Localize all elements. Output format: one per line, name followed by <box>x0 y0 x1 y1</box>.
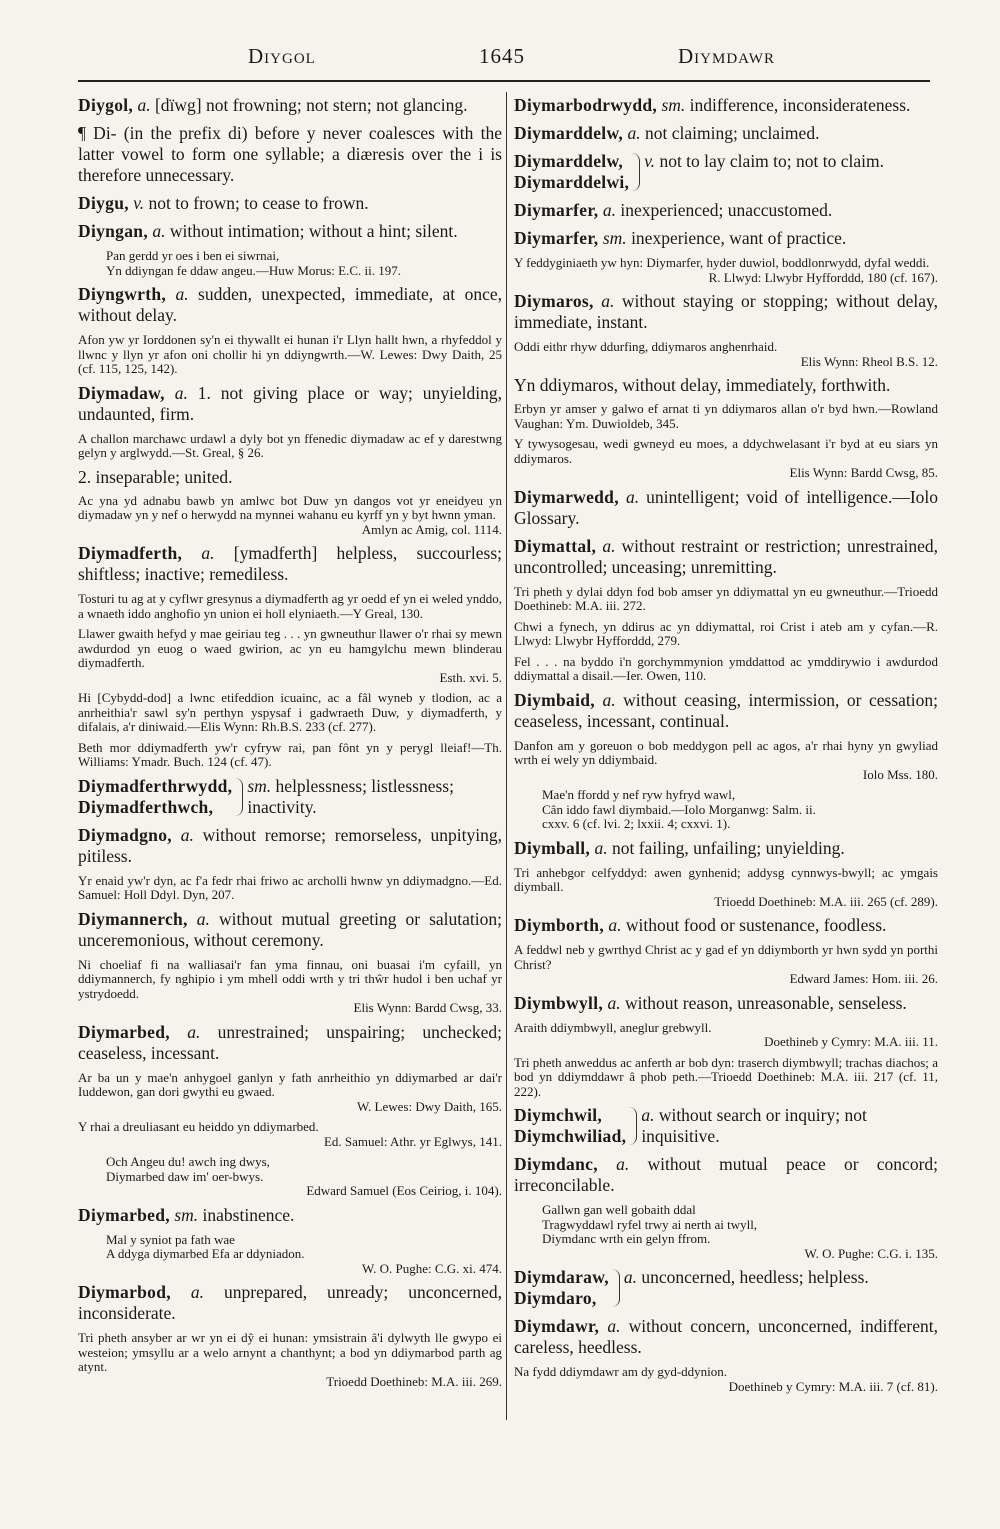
part-of-speech: a. <box>594 837 608 858</box>
entry-definition-block <box>624 1267 938 1309</box>
part-of-speech: a. <box>623 1267 637 1287</box>
citation-source: Esth. xvi. 5. <box>439 669 502 685</box>
dictionary-entry <box>514 993 938 1014</box>
entry-definition: without mutual greeting or salutation; unceremonious, without ceremony. <box>78 908 503 950</box>
dictionary-entry <box>78 543 502 585</box>
entry-definition: without intimation; without a hint; silent. <box>169 221 458 241</box>
header-rule <box>78 80 930 82</box>
quotation <box>514 1021 938 1050</box>
quotation <box>514 340 938 369</box>
part-of-speech: a. <box>187 1021 201 1042</box>
entry-headword: Diymdawr, <box>514 1316 600 1336</box>
part-of-speech: a. <box>602 535 616 556</box>
dictionary-entry <box>78 221 502 242</box>
dictionary-entry <box>78 825 502 867</box>
entry-definition: sudden, unexpected, immediate, at once, without delay. <box>78 284 502 325</box>
citation-source: Elis Wynn: Bardd Cwsg, 85. <box>789 465 938 480</box>
entry-definition: indifference, inconsiderateness. <box>689 95 911 115</box>
dictionary-entry <box>78 1282 502 1324</box>
quotation-text: Y tywysogesau, wedi gwneyd eu moes, a ddychwelasant i'r byd at eu siars yn ddiymaros. <box>514 436 938 466</box>
verse-citation <box>106 1155 502 1199</box>
quotation <box>78 592 502 621</box>
dictionary-entry <box>514 1154 938 1196</box>
dictionary-entry <box>78 193 502 214</box>
quotation <box>514 402 938 431</box>
entry-headword: Diymadgno, <box>78 824 172 845</box>
dictionary-entry <box>78 383 502 425</box>
entry-headword: Diymaros, <box>514 291 594 311</box>
quotation <box>78 432 502 461</box>
citation-source: Doethineb y Cymry: M.A. iii. 11. <box>764 1034 938 1049</box>
headword-group <box>514 151 629 193</box>
entry-definition: without remorse; remorseless, unpitying, pitiless. <box>78 824 503 866</box>
entry-definition: not to frown; to cease to frown. <box>148 193 369 213</box>
quotation-text: Pan gerdd yr oes i ben ei siwrnai, Yn ddiyngan fe ddaw angeu.—Huw Morus: E.C. ii. 197. <box>106 248 401 278</box>
citation-source: Trioedd Doethineb: M.A. iii. 265 (cf. 289). <box>714 893 938 909</box>
brace <box>628 1107 637 1145</box>
quotation <box>78 958 502 1016</box>
verse-citation <box>106 249 502 278</box>
entry-headword: Diymattal, <box>514 535 597 556</box>
entry-note: ¶ Di- (in the prefix di) before y never coalesces with the latter vowel to form one syllable; a diæresis over the i is therefore unnecessary. <box>78 123 502 185</box>
right-column <box>514 95 938 1400</box>
dictionary-entry <box>514 1316 938 1358</box>
running-head-right: Diymdawr <box>678 44 775 68</box>
part-of-speech: a. <box>607 1316 621 1336</box>
entry-definition: inexperience, want of practice. <box>631 228 847 248</box>
dictionary-entry <box>514 200 938 221</box>
page-number: 1645 <box>479 44 525 68</box>
quotation <box>514 655 938 684</box>
dictionary-entry <box>78 95 502 116</box>
entry-headword: Diymadferthrwydd, <box>78 775 233 796</box>
part-of-speech: a. <box>601 291 615 311</box>
citation-source: Trioedd Doethineb: M.A. iii. 269. <box>326 1373 502 1389</box>
headword-group <box>78 776 232 818</box>
dictionary-entry <box>78 1022 502 1064</box>
citation-source: Iolo Mss. 180. <box>862 766 938 782</box>
entry-headword: Diyngan, <box>78 221 148 241</box>
quotation-text: Llawer gwaith hefyd y mae geiriau teg . . . yn gwneuthur llawer o'r rhai sy mewn awdurdod yn euog o waed gwirion, ac yn eu hamgylchu mewn blinderau diymadferth. <box>78 626 502 670</box>
part-of-speech: a. <box>641 1105 655 1125</box>
part-of-speech: sm. <box>174 1204 199 1225</box>
part-of-speech: a. <box>616 1154 630 1174</box>
entry-definition: without food or sustenance, foodless. <box>625 915 887 935</box>
quotation <box>514 739 938 783</box>
entry-headword: Diymarddelw, <box>514 151 624 171</box>
entry-definition: not to lay claim to; not to claim. <box>659 151 884 171</box>
dictionary-entry <box>78 284 502 326</box>
citation-source: Edward Samuel (Eos Ceiriog, i. 104). <box>306 1183 502 1198</box>
verse-citation <box>542 788 938 832</box>
quotation <box>78 494 502 538</box>
dictionary-entry-pair <box>514 1105 938 1147</box>
quotation <box>514 620 938 649</box>
entry-definition: [dïwg] not frowning; not stern; not glancing. <box>154 95 468 115</box>
part-of-speech: a. <box>201 543 215 563</box>
part-of-speech: a. <box>602 200 616 220</box>
part-of-speech: a. <box>602 689 616 710</box>
entry-definition: without ceasing, intermission, or cessation; ceaseless, incessant, continual. <box>514 689 939 731</box>
brace <box>631 153 640 191</box>
quotation-text: Beth mor ddiymadferth yw'r cyfryw rai, pan fônt yn y perygl lleiaf!—Th. Williams: Ymadr. Buch. 124 (cf. 47). <box>78 739 502 769</box>
entry-definition: without search or inquiry; not inquisitive. <box>641 1105 867 1146</box>
entry-definition: inabstinence. <box>202 1204 295 1225</box>
entry-definition-block <box>247 776 502 818</box>
entry-headword: Diygu, <box>78 193 129 213</box>
quotation-text: Tosturi tu ag at y cyflwr gresynus a diymadferth ag yr oedd ef yn ei weled ynddo, a wnaeth iddo anghofio yn union ei holl elyniaeth.—Y Greal, 130. <box>78 591 502 621</box>
entry-headword: Diymbwyll, <box>514 992 604 1013</box>
dictionary-entry <box>78 1205 502 1226</box>
entry-headword: Diygol, <box>78 95 134 115</box>
part-of-speech: sm. <box>602 228 627 248</box>
quotation-text: Danfon am y goreuon o bob meddygon pell ac agos, a'r rhai hyny yn gwyliad wrth ei wely yn ddiymbaid. <box>514 737 938 767</box>
entry-headword: Diymdanc, <box>514 1154 598 1174</box>
entry-definition: unprepared, unready; unconcerned, inconsiderate. <box>78 1282 503 1323</box>
headword-group <box>514 1105 626 1147</box>
entry-definition: without staying or stopping; without delay, immediate, instant. <box>514 291 939 332</box>
entry-definition: not failing, unfailing; unyielding. <box>611 837 845 858</box>
entry-headword: Diymborth, <box>514 915 605 935</box>
citation-source: Amlyn ac Amig, col. 1114. <box>361 521 502 537</box>
quotation <box>78 1071 502 1115</box>
part-of-speech: a. <box>180 824 194 845</box>
entry-note: 2. inseparable; united. <box>78 466 233 487</box>
quotation-text: Araith ddiymbwyll, aneglur grebwyll. <box>514 1019 712 1035</box>
column-divider <box>506 92 507 1420</box>
quotation-text: Hi [Cybydd-dod] a lwnc etifeddion icuainc, ac a fâl wyneb y tlodion, ac a anrheithia'r sawl sy'n perthyn yspysaf i gadwraeth Duw, y diymadferth, y difalais, a'r diniwaid.—Elis Wynn: Rh.B.S. 233 (cf. 277). <box>78 690 502 734</box>
quotation-text: Ni choeliaf fi na walliasai'r fan yma finnau, oni buasai i'm cyfaill, yn ddiymannerch, fy nghipio i ym mhell oddi wrth y tri thŵr hudol i ben uchaf yr ystrydoedd. <box>78 956 502 1001</box>
quotation-text: Ac yna yd adnabu bawb yn amlwc bot Duw yn dangos vot yr eneidyeu yn diymadaw yn y nef o herwydd na mynnei wahanu eu kyrff yn y byt hwnn yman. <box>78 492 502 522</box>
entry-headword: Diymbaid, <box>514 689 595 710</box>
entry-definition-block <box>644 151 938 193</box>
part-of-speech: v. <box>644 151 656 171</box>
entry-definition: without mutual peace or concord; irreconcilable. <box>514 1154 939 1195</box>
entry-headword: Diymdaraw, <box>514 1267 609 1287</box>
entry-definition: helplessness; listlessness; inactivity. <box>247 775 454 817</box>
part-of-speech: a. <box>627 123 641 143</box>
citation-source: Edward James: Hom. iii. 26. <box>789 971 938 986</box>
entry-definition: 1. not giving place or way; unyielding, undaunted, firm. <box>78 382 502 424</box>
part-of-speech: sm. <box>661 95 686 115</box>
dictionary-entry <box>514 291 938 333</box>
entry-definition: without concern, unconcerned, indifferent, careless, heedless. <box>514 1316 938 1357</box>
quotation-text: Y rhai a dreuliasant eu heiddo yn ddiymarbed. <box>78 1119 319 1134</box>
quotation-text: Na fydd ddiymdawr am dy gyd-ddynion. <box>514 1364 728 1379</box>
quotation <box>514 943 938 987</box>
quotation-text: Tri pheth y dylai ddyn fod bob amser yn ddiymattal yn eu gwneuthur.—Trioedd Doethineb: M.A. iii. 272. <box>514 583 938 613</box>
entry-note: Yn ddiymaros, without delay, immediately, forthwith. <box>514 375 891 395</box>
citation-source: W. O. Pughe: C.G. i. 135. <box>804 1245 938 1261</box>
dictionary-entry <box>514 838 938 859</box>
quotation <box>78 874 502 903</box>
entry-definition-block <box>641 1105 938 1147</box>
quotation-text: Tri pheth ansyber ar wr yn ei dŷ ei hunan: ymsistrain â'i dylwyth lle gwypo ei westeion; ymsyllu ar a welo arnynt a chanthynt; a bod yn ddiymarbod parth ag atynt. <box>78 1330 502 1374</box>
entry-headword: Diymannerch, <box>78 908 188 929</box>
part-of-speech: a. <box>625 486 640 507</box>
entry-definition: without restraint or restriction; unrestrained, uncontrolled; unceasing; unremitting. <box>514 535 938 577</box>
quotation <box>514 585 938 614</box>
quotation <box>514 437 938 481</box>
quotation <box>78 741 502 770</box>
entry-headword: Diymarbed, <box>78 1204 170 1225</box>
part-of-speech: a. <box>196 908 210 929</box>
quotation-text: A feddwl neb y gwrthyd Christ ac y gad ef yn ddiymborth yr hwn sydd yn porthi Christ? <box>514 942 938 972</box>
entry-headword: Diymarfer, <box>514 200 599 220</box>
quotation <box>78 333 502 377</box>
dictionary-entry <box>514 95 938 116</box>
quotation <box>514 1365 938 1394</box>
entry-definition: unconcerned, heedless; helpless. <box>641 1267 869 1287</box>
entry-definition: inexperienced; unaccustomed. <box>620 200 833 220</box>
part-of-speech: a. <box>174 382 188 403</box>
quotation <box>514 1056 938 1100</box>
entry-headword: Diymarbod, <box>78 1282 171 1302</box>
headword-group <box>514 1267 609 1309</box>
entry-headword: Diymarfer, <box>514 228 599 248</box>
quotation-text: Mae'n ffordd y nef ryw hyfryd wawl, Cân iddo fawl diymbaid.—Iolo Morganwg: Salm. ii. cxxv. 6 (cf. lvi. 2; lxxii. 4; cxxvi. 1). <box>542 787 816 831</box>
quotation-text: Och Angeu du! awch ing dwys, Diymarbed daw im' oer-bwys. <box>106 1154 270 1184</box>
entry-headword: Diymarbed, <box>78 1021 170 1042</box>
quotation-text: Afon yw yr Iorddonen sy'n ei thywallt ei hunan i'r Llyn hallt hwn, a rhyfeddol y llwnc y llyn yr afon oni chollir hi yn ddiyngwrth.—W. Lewes: Dwy Daith, 25 (cf. 115, 125, 142). <box>78 332 502 376</box>
entry-headword: Diyngwrth, <box>78 284 167 304</box>
entry-headword: Diymadferth, <box>78 543 183 563</box>
dictionary-entry-pair <box>514 151 938 193</box>
dictionary-entry <box>514 487 938 529</box>
part-of-speech: a. <box>190 1282 205 1302</box>
dictionary-entry <box>514 536 938 578</box>
entry-headword: Diymchwiliad, <box>514 1126 627 1146</box>
entry-definition: not claiming; unclaimed. <box>644 123 820 143</box>
quotation-text: Gallwn gan well gobaith ddal Tragwyddawl ryfel trwy ai nerth ai twyll, Diymdanc wrth ein gelyn ffrom. <box>542 1202 758 1246</box>
quotation-text: Tri pheth anweddus ac anferth ar bob dyn: traserch diymbwyll; trachas diachos; a bod yn ddiymddawr â phob peth.—Trioedd Doethineb: M.A. iii. 217 (cf. 11, 222). <box>514 1054 938 1099</box>
entry-headword: Diymadaw, <box>78 382 165 403</box>
citation-source: Doethineb y Cymry: M.A. iii. 7 (cf. 81). <box>728 1378 938 1394</box>
entry-headword: Diymball, <box>514 837 591 858</box>
entry-headword: Diymarddelw, <box>514 123 624 143</box>
entry-headword: Diymarbodrwydd, <box>514 95 658 115</box>
quotation <box>78 627 502 685</box>
quotation-text: A challon marchawc urdawl a dyly bot yn ffenedic diymadaw ac ef y darestwng gelyn y arglwydd.—St. Greal, § 26. <box>78 430 502 460</box>
part-of-speech: a. <box>175 284 189 304</box>
citation-source: R. Llwyd: Llwybr Hyfforddd, 180 (cf. 167). <box>708 269 938 285</box>
entry-headword: Diymdaro, <box>514 1288 597 1308</box>
dictionary-entry <box>514 123 938 144</box>
quotation-text: Oddi eithr rhyw ddurfing, ddiymaros anghenrhaid. <box>514 339 778 354</box>
brace <box>611 1269 620 1307</box>
quotation-text: Yr enaid yw'r dyn, ac f'a fedr rhai friwo ac archolli hwnw yn ddiymadgno.—Ed. Samuel: Holl Ddyl. Dyn, 207. <box>78 872 502 902</box>
quotation-text: Tri anhebgor celfyddyd: awen gynhenid; addysg cynnwys-bwyll; ac ymgais diymball. <box>514 864 938 894</box>
quotation <box>78 1120 502 1149</box>
quotation-text: Erbyn yr amser y galwo ef arnat ti yn ddiymaros allan o'r byd hwn.—Rowland Vaughan: Ym. Duwioldeb, 345. <box>514 401 938 431</box>
quotation <box>514 256 938 285</box>
part-of-speech: v. <box>133 193 145 213</box>
entry-definition: [ymadferth] helpless, succourless; shiftless; inactive; remediless. <box>78 543 503 584</box>
entry-headword: Diymadferthwch, <box>78 796 214 817</box>
verse-citation <box>106 1233 502 1277</box>
part-of-speech: a. <box>152 221 166 241</box>
citation-source: W. Lewes: Dwy Daith, 165. <box>356 1098 502 1114</box>
quotation-text: Chwi a fynech, yn ddirus ac yn ddiymattal, roi Crist i ateb am y cyfan.—R. Llwyd: Llwybr Hyfforddd, 279. <box>514 618 938 648</box>
quotation-text: Fel . . . na byddo i'n gorchymmynion ymddattod ac ymddirywio i awdurdod ddiymattal a disail.—Ier. Owen, 110. <box>514 653 938 683</box>
dictionary-entry <box>514 228 938 249</box>
citation-source: Elis Wynn: Bardd Cwsg, 33. <box>353 1000 502 1015</box>
dictionary-entry-pair <box>78 776 502 818</box>
quotation <box>514 866 938 910</box>
quotation <box>78 691 502 735</box>
quotation-text: Mal y syniot pa fath wae A ddyga diymarbed Efa ar ddyniadon. <box>106 1231 305 1261</box>
entry-definition: unintelligent; void of intelligence.—Iolo Glossary. <box>514 486 939 528</box>
quotation-text: Y feddyginiaeth yw hyn: Diymarfer, hyder duwiol, boddlonrwydd, dyfal weddi. <box>514 255 930 270</box>
dictionary-entry <box>78 909 502 951</box>
verse-citation <box>542 1203 938 1261</box>
quotation <box>78 1331 502 1389</box>
running-head-left: Diygol <box>248 44 316 68</box>
entry-definition: without reason, unreasonable, senseless. <box>624 992 907 1013</box>
part-of-speech: sm. <box>247 775 272 796</box>
part-of-speech: a. <box>607 992 621 1013</box>
entry-headword: Diymchwil, <box>514 1105 603 1125</box>
dictionary-entry <box>514 690 938 732</box>
citation-source: W. O. Pughe: C.G. xi. 474. <box>362 1260 502 1276</box>
quotation-text: Ar ba un y mae'n anhygoel ganlyn y fath anrheithio yn ddiymarbed ar dai'r Iuddewon, gan dori gwythi eu gwaed. <box>78 1069 502 1099</box>
citation-source: Ed. Samuel: Athr. yr Eglwys, 141. <box>323 1133 502 1149</box>
part-of-speech: a. <box>137 95 151 115</box>
left-column <box>78 95 502 1395</box>
entry-definition: unrestrained; unspairing; unchecked; ceaseless, incessant. <box>78 1021 503 1063</box>
dictionary-entry-pair <box>514 1267 938 1309</box>
dictionary-entry <box>514 915 938 936</box>
citation-source: Elis Wynn: Rheol B.S. 12. <box>800 353 938 369</box>
entry-headword: Diymarwedd, <box>514 486 619 507</box>
entry-headword: Diymarddelwi, <box>514 172 630 192</box>
part-of-speech: a. <box>608 915 622 935</box>
brace <box>234 778 243 816</box>
